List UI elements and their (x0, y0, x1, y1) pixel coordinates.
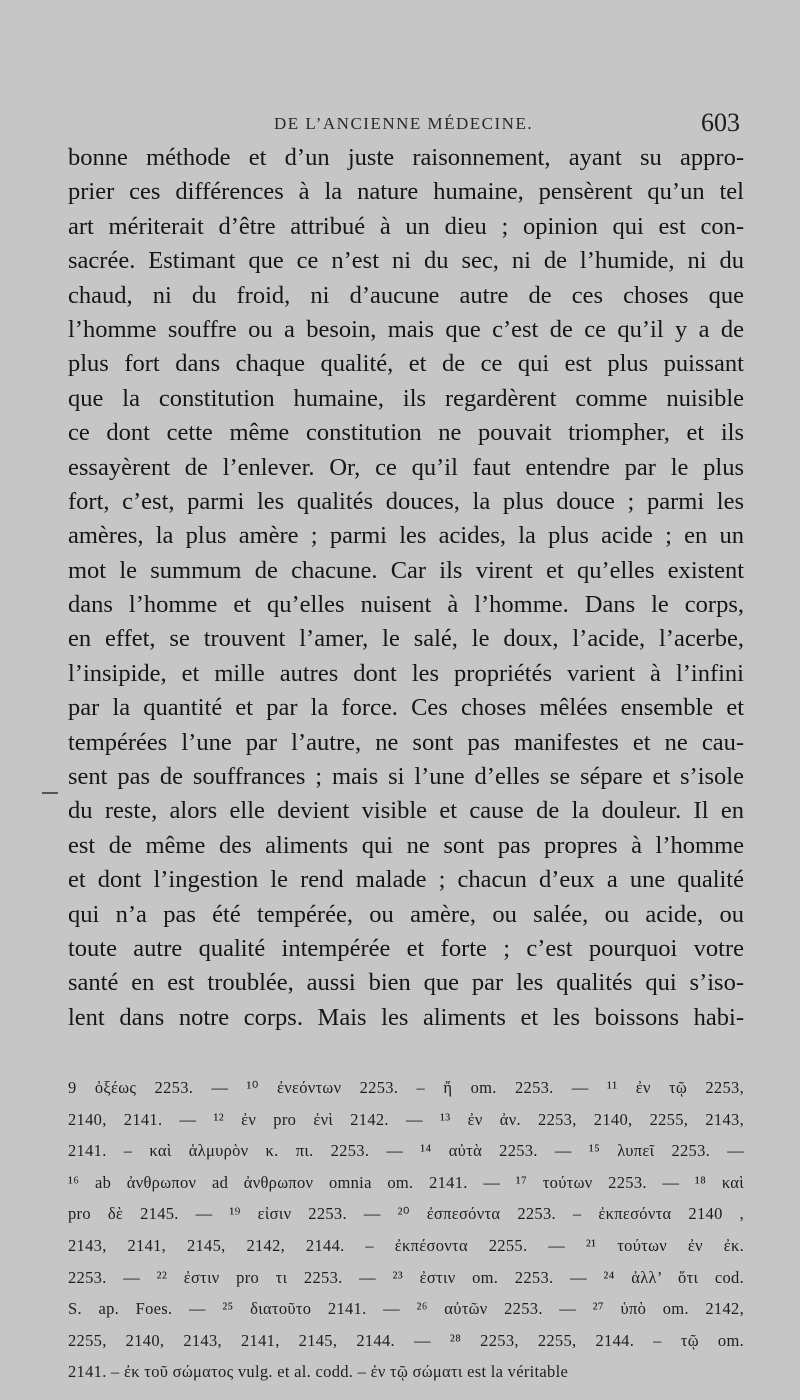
text-line: prier ces différences à la nature humaine, pensèrent qu’un tel (68, 178, 744, 206)
text-line: toute autre qualité intempérée et forte ; c’est pourquoi votre (68, 934, 744, 962)
text-line: essayèrent de l’enlever. Or, ce qu’il faut entendre par le plus (68, 453, 744, 481)
running-head: DE L’ANCIENNE MÉDECINE. (274, 114, 534, 133)
text-line: sent pas de souffrances ; mais si l’une d’elles se sépare et s’isole (68, 763, 744, 791)
footnote-line: 2253. — ²² ἐστιν pro τι 2253. — ²³ ἐστιν om. 2253. — ²⁴ ἀλλ’ ὅτι cod. (68, 1267, 744, 1287)
page-number: 603 (701, 108, 740, 137)
text-line: ce dont cette même constitution ne pouvait triompher, et ils (68, 419, 744, 447)
page-header (0, 108, 800, 138)
footnotes-block (68, 1072, 744, 1388)
footnote-line: 2255, 2140, 2143, 2141, 2145, 2144. — ²⁸ 2253, 2255, 2144. – τῷ om. (68, 1330, 744, 1350)
text-line: tempérées l’une par l’autre, ne sont pas manifestes et ne cau- (68, 728, 744, 756)
footnote-line: 9 ὀξέως 2253. — ¹⁰ ἐνεόντων 2253. – ἤ om. 2253. — ¹¹ ἐν τῷ 2253, (68, 1078, 744, 1097)
footnote-line: 2141. – καὶ ἁλμυρὸν κ. πι. 2253. — ¹⁴ αὐτὰ 2253. — ¹⁵ λυπεῖ 2253. — (68, 1141, 744, 1161)
main-text-block (68, 141, 744, 1035)
footnote-line: 2140, 2141. — ¹² ἐν pro ἐνὶ 2142. — ¹³ ἐν ἀν. 2253, 2140, 2255, 2143, (68, 1109, 744, 1129)
text-line: que la constitution humaine, ils regardèrent comme nuisible (68, 384, 744, 412)
margin-mark (42, 792, 58, 794)
text-line: plus fort dans chaque qualité, et de ce qui est plus puissant (68, 350, 744, 378)
text-line: et dont l’ingestion le rend malade ; chacun d’eux a une qualité (68, 866, 744, 894)
text-line: en effet, se trouvent l’amer, le salé, le doux, l’acide, l’acerbe, (68, 625, 744, 653)
text-line: art mériterait d’être attribué à un dieu ; opinion qui est con- (68, 212, 744, 240)
text-line: lent dans notre corps. Mais les aliments et les boissons habi- (68, 1003, 744, 1031)
text-line: dans l’homme et qu’elles nuisent à l’homme. Dans le corps, (68, 591, 744, 619)
text-line: l’insipide, et mille autres dont les propriétés varient à l’infini (68, 659, 744, 687)
text-line: qui n’a pas été tempérée, ou amère, ou salée, ou acide, ou (68, 900, 744, 928)
text-line: sacrée. Estimant que ce n’est ni du sec, ni de l’humide, ni du (68, 247, 744, 275)
footnote-line: S. ap. Foes. — ²⁵ διατοῦτο 2141. — ²⁶ αὐτῶν 2253. — ²⁷ ὑπὸ om. 2142, (68, 1299, 744, 1319)
text-line: l’homme souffre ou a besoin, mais que c’est de ce qu’il y a de (68, 315, 744, 343)
text-line: chaud, ni du froid, ni d’aucune autre de ces choses que (68, 281, 744, 309)
footnote-line: 2141. – ἐκ τοῦ σώματος vulg. et al. codd. – ἐν τῷ σώματι est la véritable (68, 1362, 569, 1382)
footnote-line: 2143, 2141, 2145, 2142, 2144. – ἐκπέσοντα 2255. — ²¹ τούτων ἐν ἐκ. (68, 1235, 744, 1255)
text-line: par la quantité et par la force. Ces choses mêlées ensemble et (68, 694, 744, 722)
text-line: mot le summum de chacune. Car ils virent et qu’elles existent (68, 556, 744, 584)
text-line: est de même des aliments qui ne sont pas propres à l’homme (68, 831, 744, 859)
text-line: du reste, alors elle devient visible et cause de la douleur. Il en (68, 797, 744, 825)
footnote-line: ¹⁶ ab ἀνθρωπον ad ἀνθρωπον omnia om. 2141. — ¹⁷ τούτων 2253. — ¹⁸ καὶ (68, 1172, 744, 1192)
text-line: fort, c’est, parmi les qualités douces, la plus douce ; parmi les (68, 487, 744, 515)
text-line: amères, la plus amère ; parmi les acides, la plus acide ; en un (68, 522, 744, 550)
text-line: bonne méthode et d’un juste raisonnement, ayant su appro- (68, 144, 744, 171)
text-line: santé en est troublée, aussi bien que par les qualités qui s’iso- (68, 969, 744, 997)
footnote-line: pro δὲ 2145. — ¹⁹ εἰσιν 2253. — ²⁰ ἐσπεσόντα 2253. – ἐκπεσόντα 2140 , (68, 1204, 744, 1224)
